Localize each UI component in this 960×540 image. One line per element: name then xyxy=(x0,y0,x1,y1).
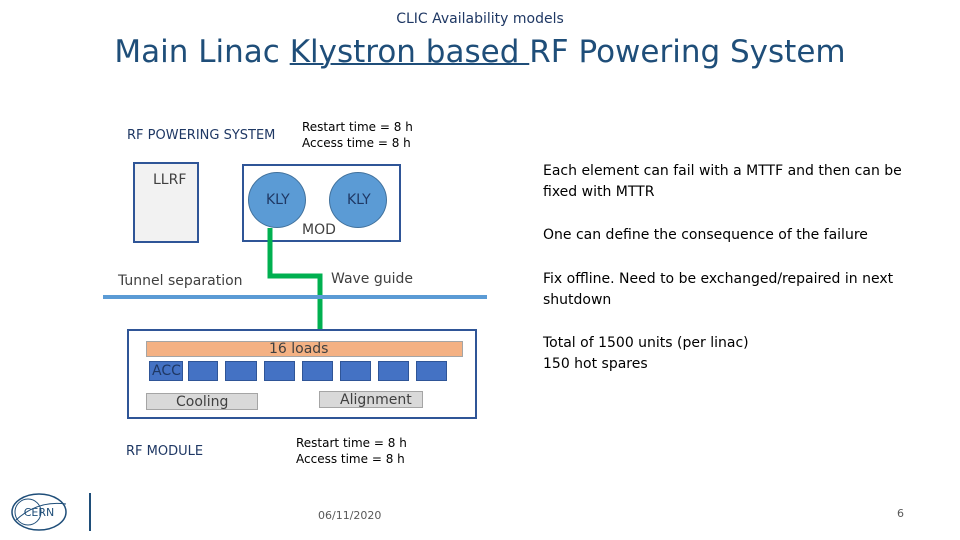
access-time-line: Access time = 8 h xyxy=(296,452,405,466)
acc-block xyxy=(340,361,371,381)
rf-powering-system-label: RF POWERING SYSTEM xyxy=(127,128,276,143)
llrf-label: LLRF xyxy=(153,172,187,188)
rf-module-label: RF MODULE xyxy=(126,444,204,459)
note-fix-offline: Fix offline. Need to be exchanged/repaired in next shutdown xyxy=(543,271,894,308)
acc-block xyxy=(378,361,409,381)
kly-label: KLY xyxy=(266,192,290,208)
alignment-label: Alignment xyxy=(340,392,412,408)
slide-subtitle: CLIC Availability models xyxy=(396,11,564,27)
acc-block xyxy=(188,361,218,381)
tunnel-separation-label: Tunnel separation xyxy=(118,273,243,289)
waveguide-line xyxy=(270,228,320,335)
acc-block xyxy=(302,361,333,381)
note-consequence: One can define the consequence of the failure xyxy=(543,227,868,243)
wave-guide-label: Wave guide xyxy=(331,271,414,287)
mod-label: MOD xyxy=(302,222,336,238)
title-part-1: Main Linac xyxy=(114,34,290,70)
acc-label: ACC xyxy=(152,363,181,379)
cooling-label: Cooling xyxy=(176,394,229,410)
cern-logo-graphic xyxy=(8,490,70,534)
restart-time-line: Restart time = 8 h xyxy=(302,120,413,134)
footer-divider xyxy=(89,493,91,531)
note-total-units xyxy=(543,333,903,375)
loads-label: 16 loads xyxy=(269,341,329,357)
title-part-2: RF Powering System xyxy=(529,34,846,70)
cern-logo xyxy=(8,490,70,534)
page-number: 6 xyxy=(897,507,904,520)
note-total-line: Total of 1500 units (per linac) xyxy=(543,335,749,351)
restart-time-line: Restart time = 8 h xyxy=(296,436,407,450)
note-mttf: Each element can fail with a MTTF and then can be fixed with MTTR xyxy=(543,163,902,200)
acc-block xyxy=(416,361,447,381)
svg-text:CERN: CERN xyxy=(23,506,55,519)
footer-date: 06/11/2020 xyxy=(318,509,382,522)
title-part-underlined: Klystron based xyxy=(289,34,530,70)
note-spares-line: 150 hot spares xyxy=(543,356,648,372)
loads-bar xyxy=(146,341,463,357)
kly-label: KLY xyxy=(347,192,371,208)
acc-block xyxy=(149,361,183,381)
access-time-line: Access time = 8 h xyxy=(302,136,411,150)
alignment-bar xyxy=(319,391,423,408)
acc-block xyxy=(225,361,257,381)
cooling-bar xyxy=(146,393,258,410)
acc-block xyxy=(264,361,295,381)
